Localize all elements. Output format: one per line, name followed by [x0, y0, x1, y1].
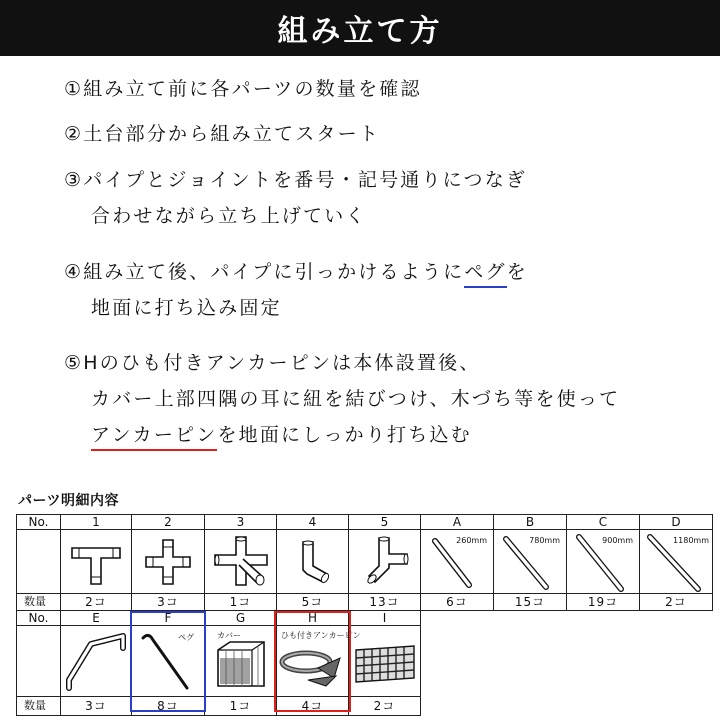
- part-4-image: [277, 530, 349, 594]
- net-icon: [350, 628, 420, 694]
- part-i-image: [349, 626, 421, 697]
- anchor-pin-highlight: アンカーピン: [91, 424, 217, 451]
- step-1-line: ①組み立て前に各パーツの数量を確認: [64, 78, 422, 100]
- title-banner: [0, 0, 720, 56]
- step-3-line-2: 合わせながら立ち上げていく: [91, 205, 367, 227]
- part-no: B: [494, 515, 567, 530]
- part-no: I: [349, 611, 421, 626]
- part-a-image: [421, 530, 494, 594]
- three-way-joint-icon: [355, 534, 415, 590]
- part-qty: 13コ: [349, 594, 421, 611]
- part-no: D: [640, 515, 713, 530]
- step-2-line: ②土台部分から組み立てスタート: [64, 123, 381, 145]
- parts-table: [16, 514, 713, 716]
- part-d-image: [640, 530, 713, 594]
- part-qty: 1コ: [205, 594, 277, 611]
- part-no: 3: [205, 515, 277, 530]
- t-joint-icon: [66, 534, 126, 590]
- step-3-line-1: ③パイプとジョイントを番号・記号通りにつなぎ: [64, 169, 528, 191]
- step-4-line-1: [64, 254, 528, 290]
- part-no: 5: [349, 515, 421, 530]
- part-qty: 3コ: [61, 697, 132, 716]
- part-qty: 1コ: [205, 697, 277, 716]
- part-qty: 6コ: [421, 594, 494, 611]
- part-qty: 4コ: [277, 697, 349, 716]
- part-1-image: [61, 530, 132, 594]
- part-5-image: [349, 530, 421, 594]
- part-qty: 5コ: [277, 594, 349, 611]
- part-no: E: [61, 611, 132, 626]
- step-4-text-end: を: [506, 261, 528, 283]
- anchor-pin-caption: ひも付きアンカーピン: [281, 631, 361, 640]
- part-3-image: [205, 530, 277, 594]
- step-5-line-1: ⑤Hのひも付きアンカーピンは本体設置後、: [64, 352, 481, 374]
- part-no: F: [132, 611, 205, 626]
- part-e-image: [61, 626, 132, 697]
- parts-list-title: パーツ明細内容: [18, 493, 119, 509]
- qty-label: 数量: [17, 594, 61, 611]
- part-no: C: [567, 515, 640, 530]
- five-way-joint-icon: [209, 533, 273, 591]
- part-no: 2: [132, 515, 205, 530]
- corner-joint-icon: [283, 534, 343, 590]
- length-caption: 1180mm: [673, 536, 709, 545]
- part-h-image: [277, 626, 361, 697]
- step-4-line-2: 地面に打ち込み固定: [91, 297, 282, 319]
- part-2-image: [132, 530, 205, 594]
- part-no: 4: [277, 515, 349, 530]
- part-qty: 2コ: [640, 594, 713, 611]
- part-qty: 19コ: [567, 594, 640, 611]
- part-qty: 2コ: [61, 594, 132, 611]
- length-caption: 900mm: [602, 536, 633, 545]
- step-5-line-3: [64, 417, 620, 453]
- step-4: [64, 254, 528, 326]
- step-5: [64, 345, 620, 453]
- part-c-image: [567, 530, 640, 594]
- part-no: A: [421, 515, 494, 530]
- page-title: 組み立て方: [277, 14, 443, 49]
- part-no: G: [205, 611, 277, 626]
- peg-highlight: ペグ: [464, 261, 506, 288]
- step-3: [64, 162, 527, 234]
- qty-label: 数量: [17, 697, 61, 716]
- part-g-image: [205, 626, 277, 697]
- cross-joint-icon: [138, 534, 198, 590]
- no-label: No.: [17, 611, 61, 626]
- no-label: No.: [17, 515, 61, 530]
- part-no: 1: [61, 515, 132, 530]
- part-no: H: [277, 611, 349, 626]
- length-caption: 260mm: [456, 536, 487, 545]
- step-2: [64, 116, 380, 152]
- step-5-line-2: カバー上部四隅の耳に紐を結びつけ、木づち等を使って: [91, 388, 621, 410]
- step-5-text-end: を地面にしっかり打ち込む: [217, 424, 472, 446]
- length-caption: 780mm: [529, 536, 560, 545]
- part-qty: 2コ: [349, 697, 421, 716]
- part-qty: 8コ: [132, 697, 205, 716]
- bent-pipe-icon: [61, 628, 131, 694]
- part-b-image: [494, 530, 567, 594]
- part-qty: 15コ: [494, 594, 567, 611]
- step-1: [64, 71, 422, 107]
- part-f-image: [132, 626, 205, 697]
- part-qty: 3コ: [132, 594, 205, 611]
- peg-caption: ペグ: [178, 633, 194, 642]
- step-4-text: ④組み立て後、パイプに引っかけるように: [64, 261, 465, 283]
- cover-caption: カバー: [217, 631, 241, 640]
